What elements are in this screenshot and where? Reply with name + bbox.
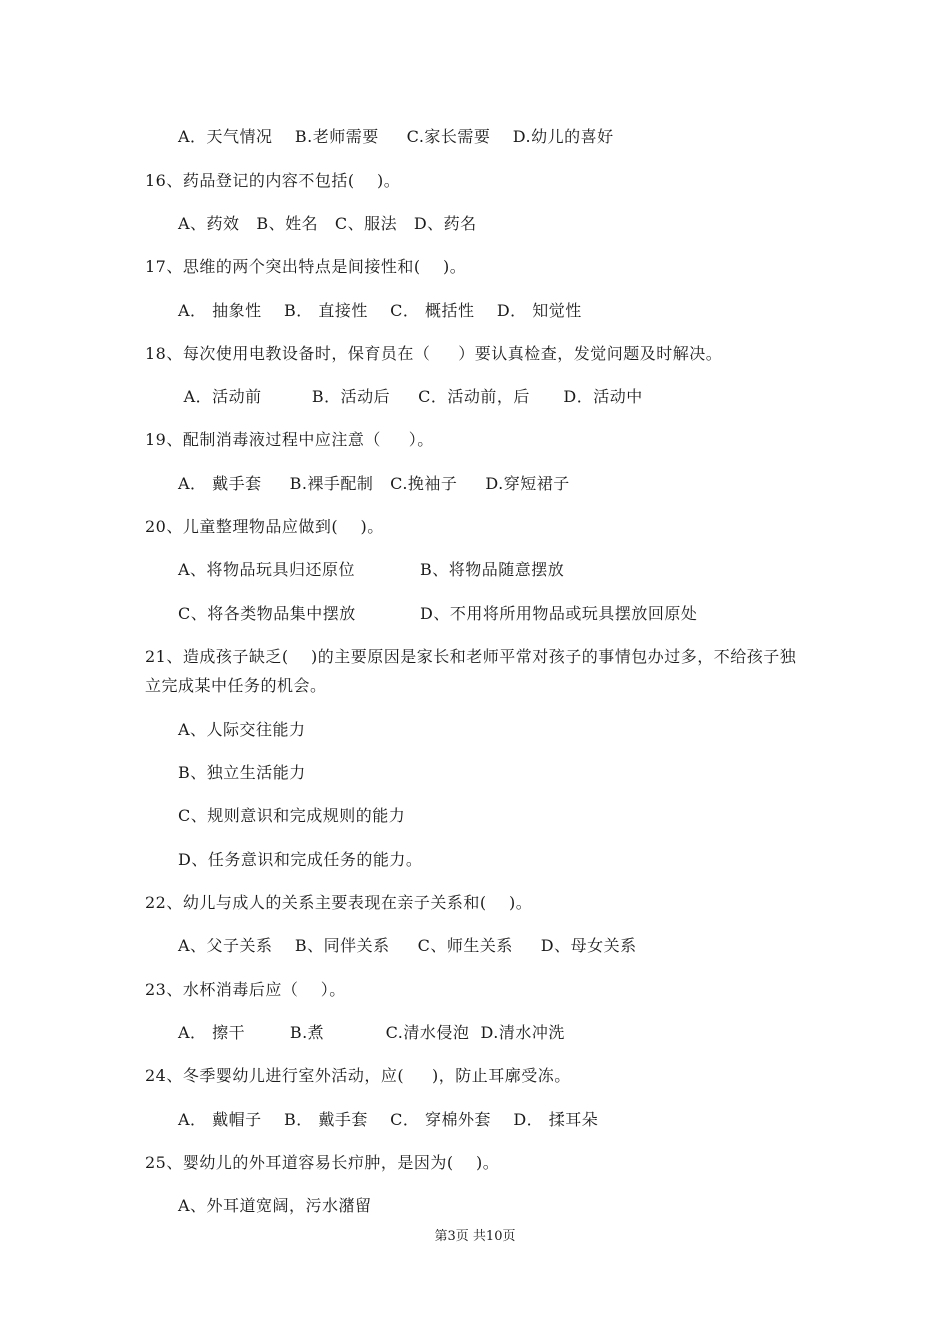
question-18: 18、每次使用电教设备时，保育员在（ ）要认真检查，发觉问题及时解决。: [145, 344, 723, 363]
q18-options: A．活动前 B．活动后 C．活动前，后 D．活动中: [178, 387, 643, 406]
q17-options: A． 抽象性 B． 直接性 C． 概括性 D． 知觉性: [178, 301, 582, 320]
question-16: 16、药品登记的内容不包括( )。: [145, 171, 401, 190]
page-footer: 第3页 共10页: [434, 1229, 516, 1244]
question-21-line2: 立完成某中任务的机会。: [145, 676, 327, 695]
q20-option-c: C、将各类物品集中摆放: [178, 604, 356, 623]
q20-option-b: B、将物品随意摆放: [420, 560, 565, 579]
q21-option-b: B、独立生活能力: [178, 763, 306, 782]
question-24: 24、冬季婴幼儿进行室外活动，应( )，防止耳廓受冻。: [145, 1066, 571, 1085]
q21-option-a: A、人际交往能力: [178, 720, 306, 739]
q25-option-a: A、外耳道宽阔，污水潴留: [178, 1196, 372, 1215]
question-19: 19、配制消毒液过程中应注意（ ）。: [145, 430, 434, 449]
q23-options: A． 擦干 B.煮 C.清水侵泡 D.清水冲洗: [178, 1023, 565, 1042]
q24-options: A． 戴帽子 B． 戴手套 C． 穿棉外套 D． 揉耳朵: [178, 1110, 599, 1129]
q21-option-c: C、规则意识和完成规则的能力: [178, 806, 406, 825]
question-23: 23、水杯消毒后应（ ）。: [145, 980, 346, 999]
q20-option-d: D、不用将所用物品或玩具摆放回原处: [420, 604, 698, 623]
question-21-line1: 21、造成孩子缺乏( )的主要原因是家长和老师平常对孩子的事情包办过多，不给孩子独: [145, 647, 797, 666]
question-17: 17、思维的两个突出特点是间接性和( )。: [145, 257, 467, 276]
q22-options: A、父子关系 B、同伴关系 C、师生关系 D、母女关系: [178, 936, 637, 955]
q21-option-d: D、任务意识和完成任务的能力。: [178, 850, 423, 869]
question-22: 22、幼儿与成人的关系主要表现在亲子关系和( )。: [145, 893, 533, 912]
question-20: 20、儿童整理物品应做到( )。: [145, 517, 384, 536]
q19-options: A． 戴手套 B.裸手配制 C.挽袖子 D.穿短裙子: [178, 474, 570, 493]
q20-option-a: A、将物品玩具归还原位: [178, 560, 356, 579]
q16-options: A、药效 B、姓名 C、服法 D、药名: [178, 214, 477, 233]
q15-options: A．天气情况 B.老师需要 C.家长需要 D.幼儿的喜好: [178, 127, 614, 146]
question-25: 25、婴幼儿的外耳道容易长疖肿，是因为( )。: [145, 1153, 500, 1172]
